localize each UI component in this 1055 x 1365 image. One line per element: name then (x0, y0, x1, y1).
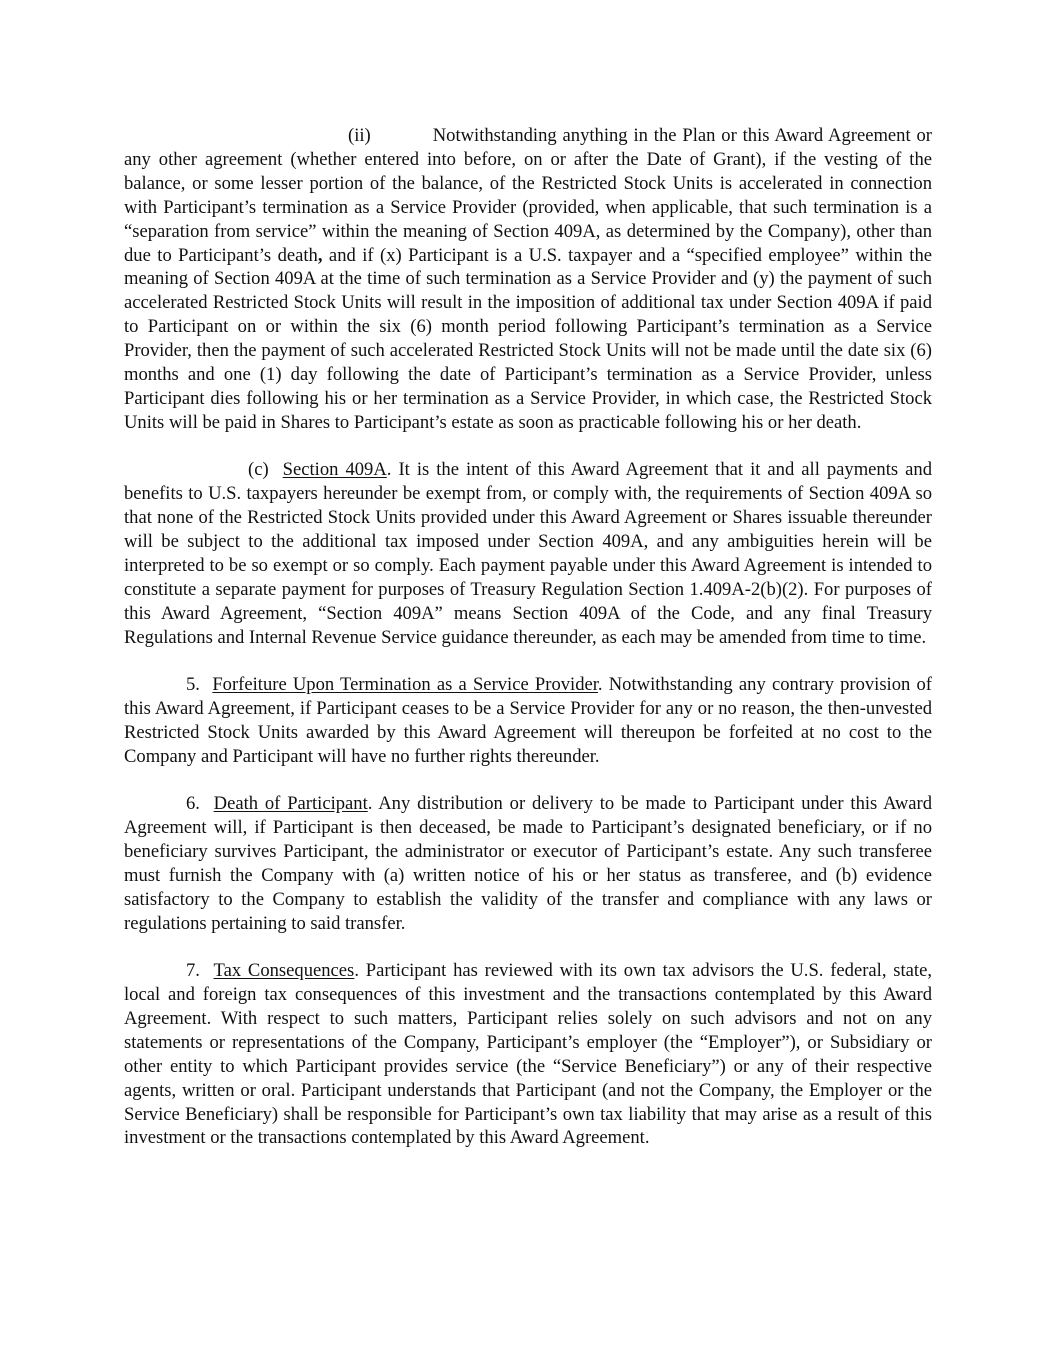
section-6-number: 6. (186, 793, 200, 815)
section-6-heading: Death of Participant (213, 793, 368, 815)
paragraph-c-text: . It is the intent of this Award Agreement that it and all payments and benefits to U.S. taxpayers hereunder be exempt from, or comply with, the requirements of Section 409A so that none of the Restricted Stock Units provided under this Award Agreement or Shares issuable thereunder will be subject to the additional tax imposed under Section 409A, and any ambiguities herein will be interpreted to be so exempt or so comply. Each payment payable under this Award Agreement is intended to constitute a separate payment for purposes of Treasury Regulation Section 1.409A-2(b)(2). For purposes of this Award Agreement, “Section 409A” means Section 409A of the Code, and any final Treasury Regulations and Internal Revenue Service guidance thereunder, as each may be amended from time to time. (124, 459, 932, 648)
paragraph-c-label: (c) (248, 459, 269, 481)
section-5 (124, 673, 932, 769)
paragraph-ii (124, 124, 932, 435)
section-5-text: . Notwithstanding any contrary provision of this Award Agreement, if Participant ceases to be a Service Provider for any or no reason, the then-unvested Restricted Stock Units awarded by this Award Agreement will thereupon be forfeited at no cost to the Company and Participant will have no further rights thereunder. (124, 674, 932, 767)
section-7-number: 7. (186, 960, 200, 982)
section-6-text: . Any distribution or delivery to be made to Participant under this Award Agreement will, if Participant is then deceased, be made to Participant’s designated beneficiary, or if no beneficiary survives Participant, the administrator or executor of Participant’s estate. Any such transferee must furnish the Company with (a) written notice of his or her status as transferee, and (b) evidence satisfactory to the Company to establish the validity of the transfer and compliance with any laws or regulations pertaining to said transfer. (124, 793, 933, 934)
paragraph-ii-label: (ii) (348, 125, 371, 146)
document-page (124, 124, 932, 1174)
section-5-heading: Forfeiture Upon Termination as a Service Provider (212, 674, 598, 696)
paragraph-ii-text-continued: and if (x) Participant is a U.S. taxpayer and a “specified employee” within the meaning of Section 409A at the time of such termination as a Service Provider and (y) the payment of such accelerated Restricted Stock Units will result in the imposition of additional tax under Section 409A if paid to Participant on or within the six (6) month period following Participant’s termination as a Service Provider, then the payment of such accelerated Restricted Stock Units will not be made until the date six (6) months and one (1) day following the date of Participant’s termination as a Service Provider, unless Participant dies following his or her termination as a Service Provider, in which case, the Restricted Stock Units will be paid in Shares to Participant’s estate as soon as practicable following his or her death. (124, 244, 932, 433)
section-7 (124, 959, 932, 1150)
paragraph-c-heading: Section 409A (282, 459, 387, 481)
section-5-number: 5. (186, 674, 200, 696)
paragraph-c (124, 458, 932, 649)
section-7-heading: Tax Consequences (213, 960, 355, 982)
section-7-text: . Participant has reviewed with its own tax advisors the U.S. federal, state, local and foreign tax consequences of this investment and the transactions contemplated by this Award Agreement. With respect to such matters, Participant relies solely on such advisors and not on any statements or representations of the Company, Participant’s employer (the “Employer”), or Subsidiary or other entity to which Participant provides service (the “Service Beneficiary”) or any of their respective agents, written or oral. Participant understands that Participant (and not the Company, the Employer or the Service Beneficiary) shall be responsible for Participant’s own tax liability that may arise as a result of this investment or the transactions contemplated by this Award Agreement. (124, 960, 932, 1149)
paragraph-ii-bold-comma: , (317, 244, 323, 266)
paragraph-ii-text: Notwithstanding anything in the Plan or this Award Agreement or any other agreement (whether entered into before, on or after the Date of Grant), if the vesting of the balance, or some lesser portion of the balance, of the Restricted Stock Units is accelerated in connection with Participant’s termination as a Service Provider (provided, when applicable, that such termination is a “separation from service” within the meaning of Section 409A, as determined by the Company), other than due to Participant’s death (124, 125, 932, 266)
section-6 (124, 792, 932, 935)
